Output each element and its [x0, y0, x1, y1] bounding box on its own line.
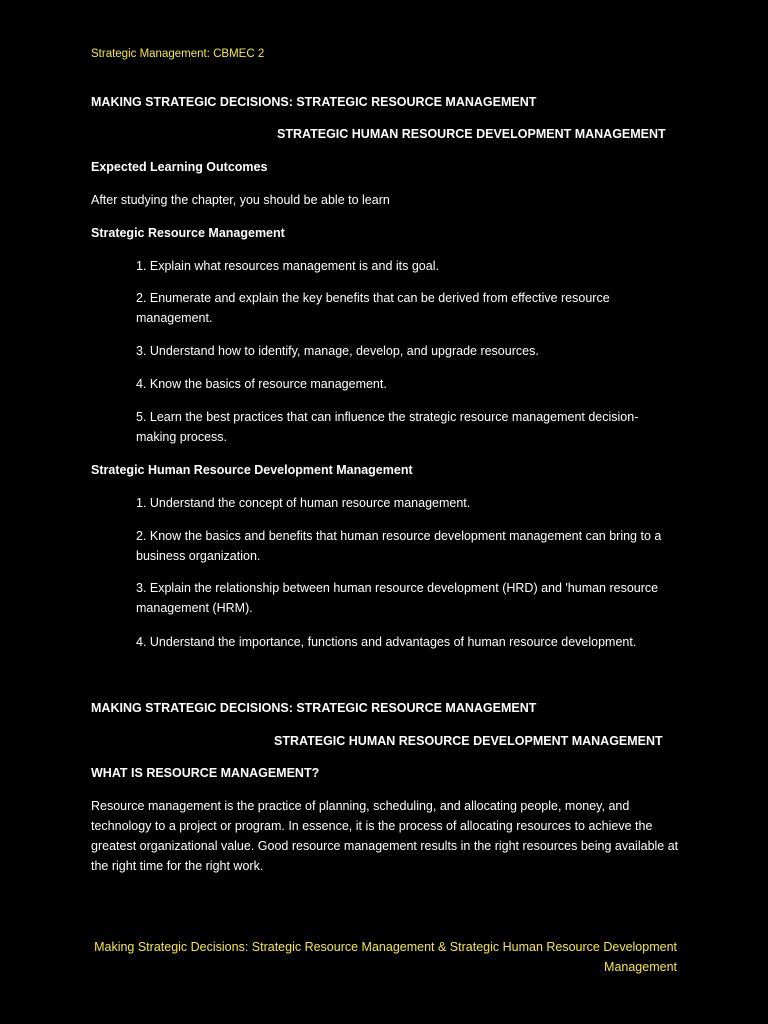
srm-item-3: 3. Understand how to identify, manage, develop, and upgrade resources. [136, 344, 539, 358]
srm-item-2: 2. Enumerate and explain the key benefits that can be derived from effective resource management. [136, 291, 610, 325]
intro-text: After studying the chapter, you should be able to learn [91, 193, 390, 207]
section2-title-line1: MAKING STRATEGIC DECISIONS: STRATEGIC RESOURCE MANAGEMENT [91, 701, 537, 715]
shrdm-item-1: 1. Understand the concept of human resource management. [136, 496, 471, 510]
outcomes-heading: Expected Learning Outcomes [91, 160, 268, 174]
srm-item-1: 1. Explain what resources management is and its goal. [136, 259, 439, 273]
section1-title-line1: MAKING STRATEGIC DECISIONS: STRATEGIC RESOURCE MANAGEMENT [91, 95, 537, 109]
shrdm-heading: Strategic Human Resource Development Management [91, 463, 413, 477]
srm-item-5: 5. Learn the best practices that can influence the strategic resource management decision-making process. [136, 410, 639, 444]
footer-line2: Management [604, 959, 677, 974]
footer-line1: Making Strategic Decisions: Strategic Resource Management & Strategic Human Resource Development [94, 939, 677, 954]
shrdm-item-3: 3. Explain the relationship between human resource development (HRD) and 'human resource management (HRM). [136, 581, 659, 615]
shrdm-item-4: 4. Understand the importance, functions and advantages of human resource development. [136, 635, 637, 649]
section2-title-line2: STRATEGIC HUMAN RESOURCE DEVELOPMENT MANAGEMENT [274, 734, 663, 748]
shrdm-item-2: 2. Know the basics and benefits that human resource development management can bring to a business organization. [136, 529, 662, 563]
section1-title-line2: STRATEGIC HUMAN RESOURCE DEVELOPMENT MANAGEMENT [277, 127, 666, 141]
resource-management-paragraph: Resource management is the practice of planning, scheduling, and allocating people, money, and technology to a project or program. In essence, it is the process of allocating resources to achieve the greatest organizational value. Good resource management results in the right resources being available at the right time for the right work. [91, 799, 679, 873]
question-heading: WHAT IS RESOURCE MANAGEMENT? [91, 766, 320, 780]
srm-item-4: 4. Know the basics of resource management. [136, 377, 387, 391]
running-header: Strategic Management: CBMEC 2 [91, 48, 265, 60]
srm-heading: Strategic Resource Management [91, 226, 285, 240]
